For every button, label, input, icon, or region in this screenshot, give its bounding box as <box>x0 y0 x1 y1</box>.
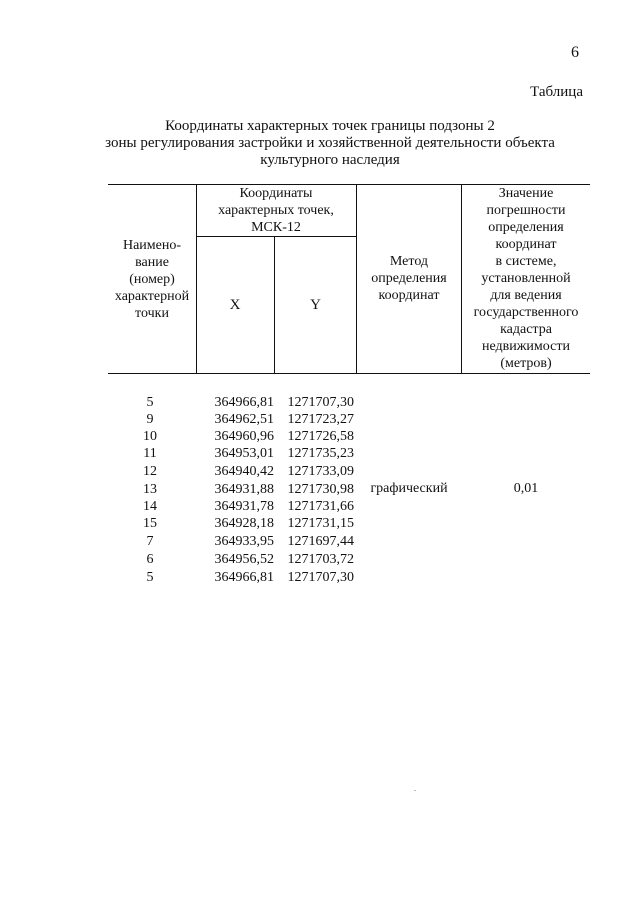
header-method-line: определения <box>371 271 447 286</box>
y-cell: 1271707,30 <box>287 395 354 410</box>
point-name-cell: 10 <box>143 429 157 444</box>
y-cell: 1271697,44 <box>287 534 354 549</box>
point-name-cell: 7 <box>146 534 154 549</box>
header-point-name-line: точки <box>135 306 169 321</box>
y-cell: 1271731,66 <box>287 499 354 514</box>
header-point-name-line: (номер) <box>129 272 175 287</box>
table-title-line-1: Координаты характерных точек границы подзоны 2 <box>165 118 495 134</box>
scan-speck <box>414 790 416 791</box>
header-coordinates-line: характерных точек, <box>218 203 334 218</box>
x-cell: 364940,42 <box>214 464 274 479</box>
y-cell: 1271735,23 <box>287 446 354 461</box>
point-name-cell: 5 <box>146 395 154 410</box>
header-coordinates-line: Координаты <box>239 186 313 201</box>
x-cell: 364931,88 <box>214 482 274 497</box>
point-name-cell: 13 <box>143 482 157 497</box>
header-accuracy-line: координат <box>495 237 557 252</box>
header-point-name-line: характерной <box>114 289 190 304</box>
header-accuracy-line: государственного <box>473 305 579 320</box>
x-cell: 364928,18 <box>214 516 274 531</box>
point-name-cell: 11 <box>143 446 157 461</box>
header-accuracy-line: Значение <box>498 186 554 201</box>
header-accuracy-line: недвижимости <box>482 339 570 354</box>
accuracy-value: 0,01 <box>513 481 539 496</box>
header-accuracy-line: установленной <box>481 271 571 286</box>
x-cell: 364953,01 <box>214 446 274 461</box>
header-coordinates-line: МСК-12 <box>251 220 301 235</box>
point-name-cell: 9 <box>146 412 154 427</box>
header-method-line: Метод <box>389 254 429 269</box>
y-cell: 1271707,30 <box>287 570 354 585</box>
header-point-name <box>108 237 196 322</box>
header-y: Y <box>310 297 321 313</box>
method-value: графический <box>370 481 448 496</box>
y-cell: 1271731,15 <box>287 516 354 531</box>
coords-sub-rule <box>196 236 356 237</box>
y-cell: 1271703,72 <box>287 552 354 567</box>
x-cell: 364966,81 <box>214 570 274 585</box>
x-cell: 364956,52 <box>214 552 274 567</box>
point-name-cell: 5 <box>146 570 154 585</box>
header-accuracy-line: для ведения <box>490 288 562 303</box>
header-method-line: координат <box>378 288 440 303</box>
point-name-cell: 15 <box>143 516 157 531</box>
y-cell: 1271726,58 <box>287 429 354 444</box>
table-title <box>100 118 560 169</box>
x-cell: 364960,96 <box>214 429 274 444</box>
x-cell: 364931,78 <box>214 499 274 514</box>
table-label: Таблица <box>530 84 583 100</box>
header-accuracy-line: (метров) <box>500 356 552 371</box>
header-x: X <box>229 297 241 313</box>
x-cell: 364966,81 <box>214 395 274 410</box>
header-accuracy-line: в системе, <box>495 254 557 269</box>
header-accuracy-line: кадастра <box>500 322 552 337</box>
y-cell: 1271730,98 <box>287 482 354 497</box>
header-method <box>357 253 461 304</box>
header-coordinates <box>196 185 356 236</box>
header-bottom-rule <box>108 373 590 374</box>
y-cell: 1271723,27 <box>287 412 354 427</box>
page-number: 6 <box>571 44 579 61</box>
header-accuracy <box>462 185 590 372</box>
table-title-line-2: зоны регулирования застройки и хозяйственной деятельности объекта <box>105 135 555 151</box>
y-cell: 1271733,09 <box>287 464 354 479</box>
header-accuracy-line: погрешности <box>486 203 566 218</box>
header-accuracy-line: определения <box>488 220 564 235</box>
point-name-cell: 6 <box>146 552 154 567</box>
point-name-cell: 12 <box>143 464 157 479</box>
table-title-line-3: культурного наследия <box>260 152 400 168</box>
x-cell: 364933,95 <box>214 534 274 549</box>
point-name-cell: 14 <box>143 499 157 514</box>
x-cell: 364962,51 <box>214 412 274 427</box>
header-point-name-line: Наимено- <box>122 238 182 253</box>
header-point-name-line: вание <box>135 255 169 270</box>
